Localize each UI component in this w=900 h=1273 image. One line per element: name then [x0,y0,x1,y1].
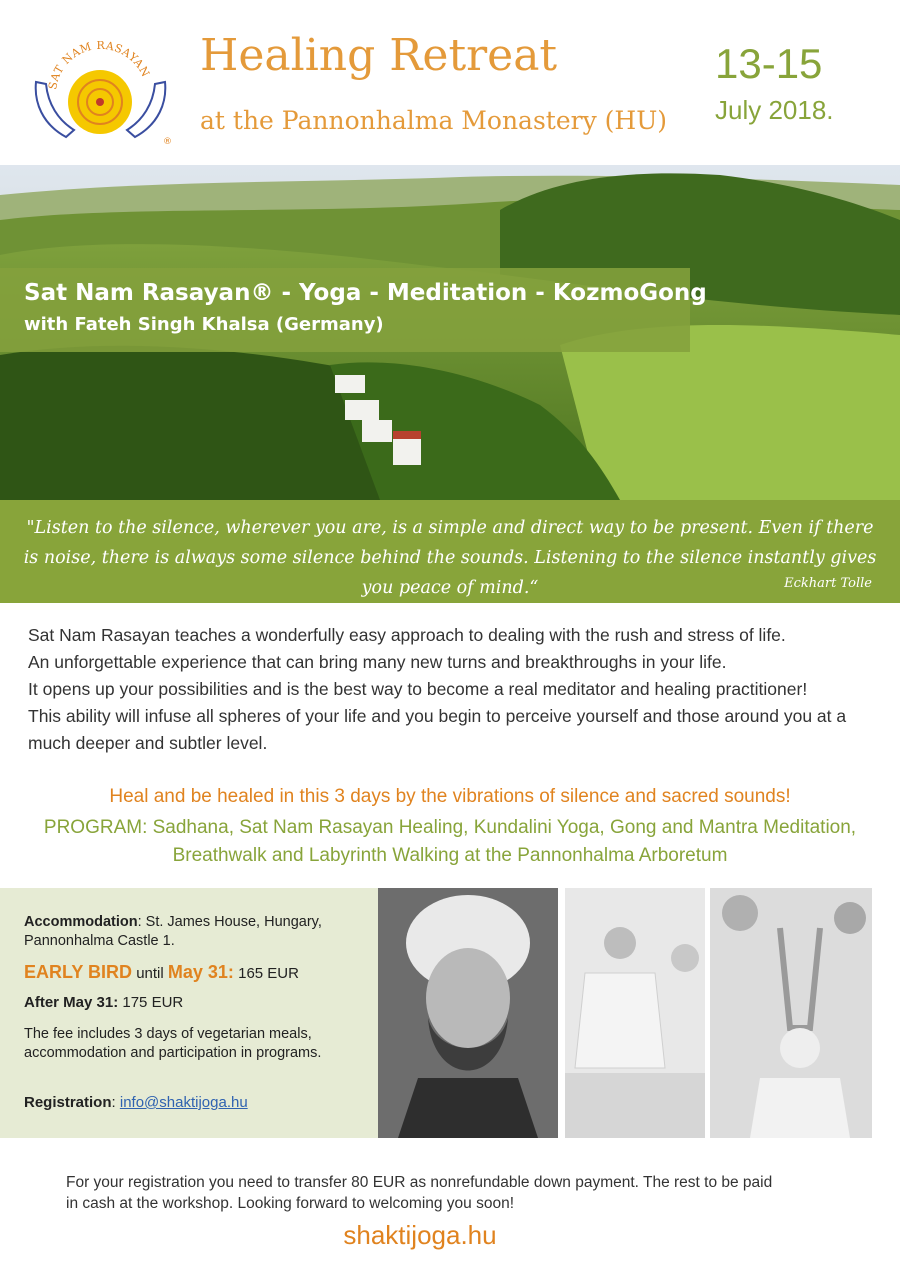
yoga-class-photo [710,888,872,1138]
early-bird-price [24,962,299,983]
accommodation-label: Accommodation [24,914,138,930]
description-paragraph: Sat Nam Rasayan teaches a wonderfully easy approach to dealing with the rush and stress of life. [28,625,786,645]
banner-headline: Sat Nam Rasayan® - Yoga - Meditation - KozmoGong [24,280,707,306]
registration-email-link[interactable]: info@shaktijoga.hu [119,1094,248,1111]
description [28,622,878,757]
early-bird-amount: 165 EUR [233,965,299,982]
accommodation-info [24,913,354,951]
sat-nam-rasayan-logo [28,32,173,147]
teacher-portrait-photo [378,888,558,1138]
logo-text: SAT NAM RASAYAN [46,38,153,91]
quote-author: Eckhart Tolle [784,576,872,591]
early-bird-label: EARLY BIRD [24,962,133,982]
accommodation-value: : St. James House, Hungary, Pannonhalma Castle 1. [24,914,322,949]
after-label: After May 31: [24,994,119,1011]
registration-separator: : [111,1094,120,1111]
until-text: until [132,965,168,982]
early-bird-date: May 31: [167,962,234,982]
after-price [24,994,183,1011]
heal-slogan: Heal and be healed in this 3 days by the vibrations of silence and sacred sounds! [109,786,791,807]
registration-info [24,1094,248,1111]
description-paragraph: It opens up your possibilities and is the best way to become a real meditator and healing practitioner! [28,679,808,699]
banner-teacher: with Fateh Singh Khalsa (Germany) [24,314,384,335]
page-subtitle: at the Pannonhalma Monastery (HU) [200,106,668,135]
website-link[interactable]: shaktijoga.hu [343,1220,497,1250]
quote-text: "Listen to the silence, wherever you are, is a simple and direct way to be present. Even if there is noise, there is always some silence behind the sounds. Listening to the silence instantly gives you peace of mind.“ [23,518,877,598]
page-title: Healing Retreat [200,30,558,81]
meditation-photo [565,888,705,1138]
description-paragraph: An unforgettable experience that can bring many new turns and breakthroughs in your life. [28,652,727,672]
program-list: PROGRAM: Sadhana, Sat Nam Rasayan Healing, Kundalini Yoga, Gong and Mantra Meditation, Breathwalk and Labyrinth Walking at the Pannonhalma Arboretum [43,817,857,866]
fee-note: The fee includes 3 days of vegetarian meals, accommodation and participation in programs. [24,1026,322,1061]
description-paragraph: This ability will infuse all spheres of your life and you begin to perceive yourself and those around you at a much deeper and subtler level. [28,706,847,753]
registration-label: Registration [24,1094,112,1111]
payment-note: For your registration you need to transfer 80 EUR as nonrefundable down payment. The rest to be paid in cash at the workshop. Looking forward to welcoming you soon! [66,1174,773,1212]
after-amount: 175 EUR [118,994,184,1011]
svg-text:®: ® [163,137,172,147]
event-month-year: July 2018. [715,95,834,125]
event-date-range: 13-15 [715,40,823,87]
